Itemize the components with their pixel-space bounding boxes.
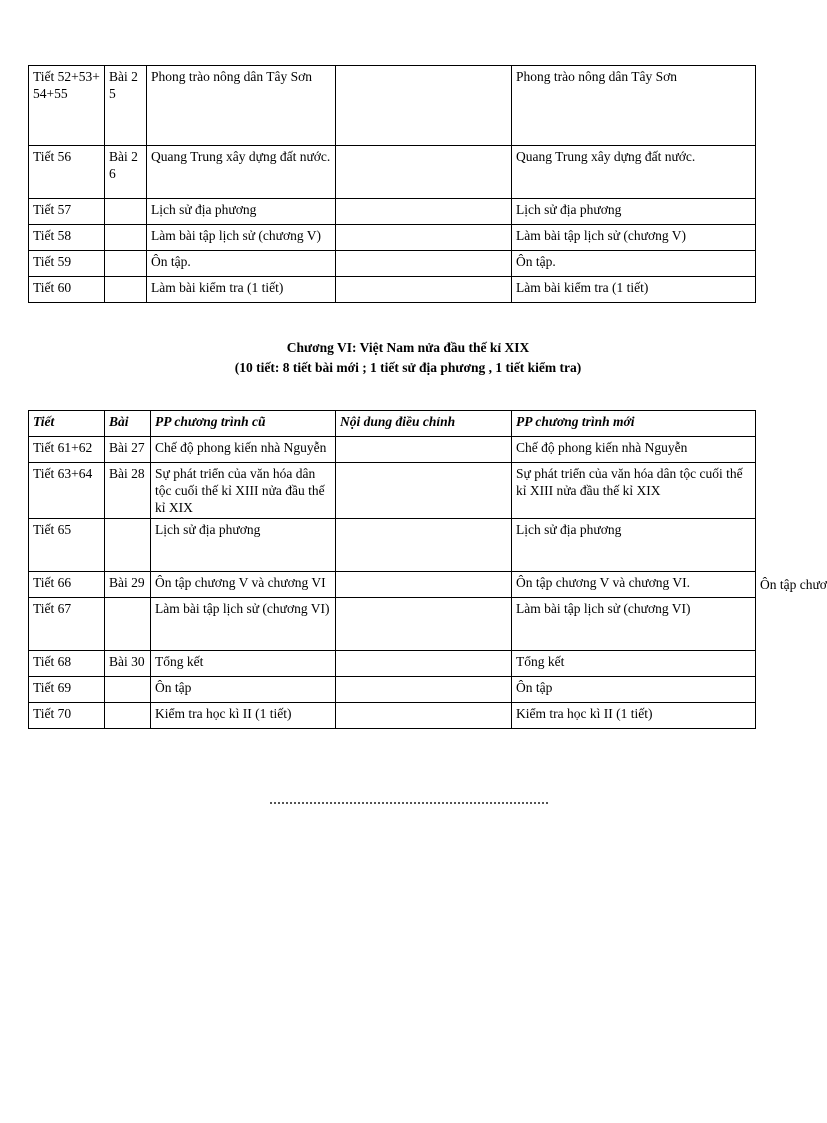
old-program-content: Lịch sử địa phương (151, 519, 336, 572)
old-program-content: Làm bài tập lịch sử (chương VI) (151, 598, 336, 651)
adjusted-content (336, 251, 512, 277)
lesson-table-chapter-vi (28, 410, 756, 729)
adjusted-content (336, 225, 512, 251)
lesson-number (105, 703, 151, 729)
lesson-number (105, 677, 151, 703)
table-row (29, 677, 756, 703)
table-row (29, 251, 756, 277)
new-program-content: Làm bài tập lịch sử (chương VI) (512, 598, 756, 651)
old-program-content: Chế độ phong kiến nhà Nguyễn (151, 437, 336, 463)
lesson-period: Tiết 63+64 (29, 463, 105, 519)
lesson-period: Tiết 58 (29, 225, 105, 251)
table-row (29, 651, 756, 677)
table-row (29, 277, 756, 303)
lesson-number (105, 519, 151, 572)
lesson-period: Tiết 70 (29, 703, 105, 729)
lesson-number: Bài 25 (105, 66, 147, 146)
adjusted-content (336, 651, 512, 677)
adjusted-content (336, 598, 512, 651)
lesson-number: Bài 26 (105, 146, 147, 199)
lesson-number (105, 598, 151, 651)
column-header-lesson: Bài (105, 411, 151, 437)
chapter-subtitle: (10 tiết: 8 tiết bài mới ; 1 tiết sử địa phương , 1 tiết kiểm tra) (234, 360, 582, 375)
lesson-period: Tiết 56 (29, 146, 105, 199)
lesson-number (105, 251, 147, 277)
old-program-content: Tổng kết (151, 651, 336, 677)
lesson-number: Bài 27 (105, 437, 151, 463)
new-program-content: Lịch sử địa phương (512, 199, 756, 225)
new-program-content: Chế độ phong kiến nhà Nguyễn (512, 437, 756, 463)
lesson-number: Bài 30 (105, 651, 151, 677)
new-program-content: Lịch sử địa phương (512, 519, 756, 572)
new-program-content: Kiểm tra học kì II (1 tiết) (512, 703, 756, 729)
new-program-content: Ôn tập chương V và chương VI. (512, 572, 756, 598)
column-header-adjusted-content: Nội dung điều chỉnh (336, 411, 512, 437)
table-row (29, 572, 756, 598)
new-program-content: Làm bài kiểm tra (1 tiết) (512, 277, 756, 303)
table-row (29, 146, 756, 199)
dotted-separator (270, 802, 548, 804)
new-program-content: Quang Trung xây dựng đất nước. (512, 146, 756, 199)
table-row (29, 225, 756, 251)
table-row (29, 598, 756, 651)
old-program-content: Lịch sử địa phương (147, 199, 336, 225)
new-program-content: Tổng kết (512, 651, 756, 677)
lesson-number: Bài 28 (105, 463, 151, 519)
table-row (29, 463, 756, 519)
lesson-period: Tiết 69 (29, 677, 105, 703)
adjusted-content (336, 146, 512, 199)
adjusted-content (336, 677, 512, 703)
adjusted-content (336, 519, 512, 572)
new-program-content: Ôn tập. (512, 251, 756, 277)
lesson-number (105, 277, 147, 303)
old-program-content: Kiểm tra học kì II (1 tiết) (151, 703, 336, 729)
adjusted-content (336, 437, 512, 463)
lesson-period: Tiết 61+62 (29, 437, 105, 463)
new-program-content: Sự phát triển của văn hóa dân tộc cuối thế kỉ XIII nửa đầu thế kỉ XIX (512, 463, 756, 519)
adjusted-content (336, 703, 512, 729)
column-header-period: Tiết (29, 411, 105, 437)
lesson-period: Tiết 60 (29, 277, 105, 303)
column-header-old-program: PP chương trình cũ (151, 411, 336, 437)
new-program-content: Làm bài tập lịch sử (chương V) (512, 225, 756, 251)
lesson-number (105, 199, 147, 225)
adjusted-content (336, 277, 512, 303)
lesson-number (105, 225, 147, 251)
table-row (29, 437, 756, 463)
lesson-period: Tiết 52+53+54+55 (29, 66, 105, 146)
lesson-table-chapter-v (28, 65, 756, 303)
table-row (29, 199, 756, 225)
old-program-content: Làm bài kiểm tra (1 tiết) (147, 277, 336, 303)
old-program-content: Làm bài tập lịch sử (chương V) (147, 225, 336, 251)
adjusted-content (336, 572, 512, 598)
new-program-content: Ôn tập (512, 677, 756, 703)
table-row (29, 703, 756, 729)
lesson-period: Tiết 67 (29, 598, 105, 651)
adjusted-content (336, 463, 512, 519)
table-row (29, 66, 756, 146)
column-header-new-program: PP chương trình mới (512, 411, 756, 437)
adjusted-content (336, 199, 512, 225)
table-row (29, 519, 756, 572)
lesson-period: Tiết 68 (29, 651, 105, 677)
old-program-content: Sự phát triển của văn hóa dân tộc cuối thế kỉ XIII nửa đầu thế kỉ XIX (151, 463, 336, 519)
overflow-cell-text: Ôn tập chươ (760, 577, 827, 592)
old-program-content: Ôn tập. (147, 251, 336, 277)
adjusted-content (336, 66, 512, 146)
new-program-content: Phong trào nông dân Tây Sơn (512, 66, 756, 146)
old-program-content: Phong trào nông dân Tây Sơn (147, 66, 336, 146)
old-program-content: Ôn tập (151, 677, 336, 703)
old-program-content: Quang Trung xây dựng đất nước. (147, 146, 336, 199)
lesson-period: Tiết 59 (29, 251, 105, 277)
table-header-row (29, 411, 756, 437)
old-program-content: Ôn tập chương V và chương VI (151, 572, 336, 598)
lesson-period: Tiết 57 (29, 199, 105, 225)
lesson-period: Tiết 66 (29, 572, 105, 598)
lesson-number: Bài 29 (105, 572, 151, 598)
chapter-title: Chương VI: Việt Nam nửa đầu thế kỉ XIX (286, 340, 530, 355)
lesson-period: Tiết 65 (29, 519, 105, 572)
